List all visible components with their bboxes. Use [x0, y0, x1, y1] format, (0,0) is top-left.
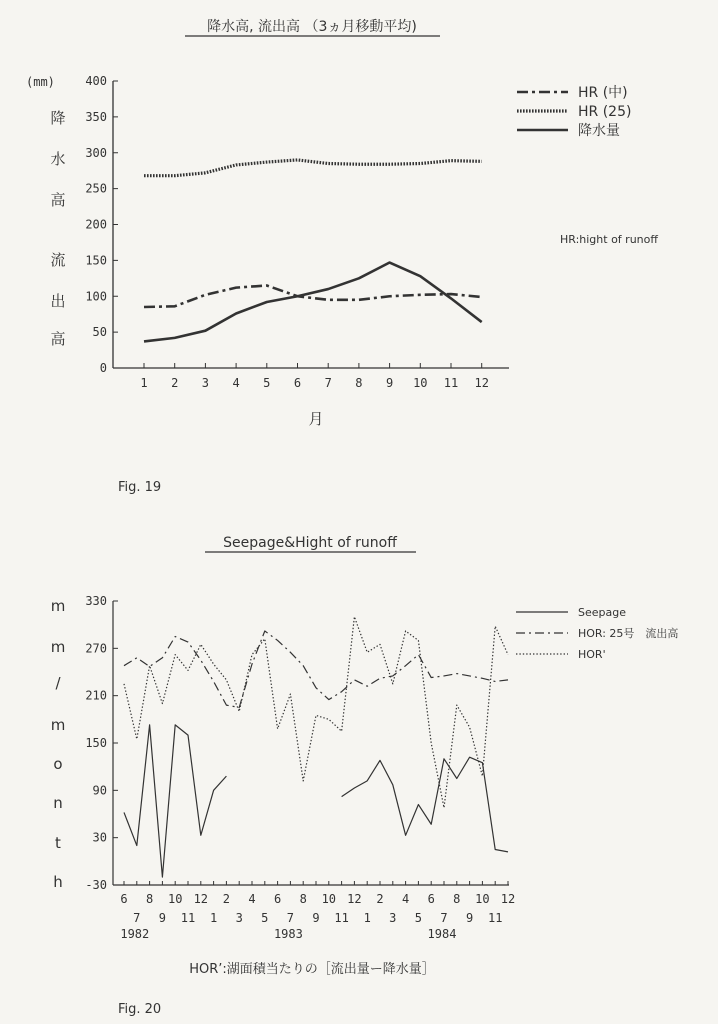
chart2-xtick-label: 11 — [334, 911, 349, 925]
chart2-ytick-label: 30 — [92, 830, 107, 845]
chart1-ytick-label: 350 — [85, 109, 107, 124]
chart2-ytick-label: 210 — [85, 688, 107, 703]
chart2-xtick-label: 1 — [209, 911, 218, 925]
chart1-ytick-label: 50 — [92, 325, 107, 340]
chart2-xtick-label: 3 — [389, 911, 397, 925]
chart1-ytick-label: 150 — [85, 253, 107, 268]
chart1-xtick-label: 5 — [263, 376, 271, 390]
chart2-xtick-label: 7 — [133, 911, 141, 925]
chart2-year-label: 1983 — [273, 927, 303, 941]
chart2-year-label: 1982 — [120, 927, 150, 941]
chart2-ytick-label: 90 — [92, 783, 107, 798]
chart1-ytick-label: 250 — [85, 181, 107, 196]
chart2-xtick-label: 8 — [145, 892, 154, 906]
chart2-xtick-label: 8 — [299, 892, 307, 906]
chart1-ylabel-unit: (mm) — [26, 75, 55, 89]
chart2-xtick-label: 7 — [286, 911, 295, 925]
chart2-legend-label: Seepage — [578, 606, 626, 619]
chart2-xtick-label: 10 — [475, 892, 490, 906]
chart1-xtick-label: 6 — [293, 376, 302, 390]
chart1-caption: Fig. 19 — [118, 480, 162, 495]
chart2-ylabel-char: t — [55, 834, 61, 852]
chart1-xlabel: 月 — [308, 410, 324, 428]
chart2-xtick-label: 5 — [261, 911, 269, 925]
chart1-xtick-label: 12 — [474, 376, 489, 390]
chart1-plot — [85, 74, 509, 390]
chart1-xtick-label: 11 — [443, 376, 459, 390]
chart1-ytick-label: 300 — [85, 145, 107, 160]
chart2-xtick-label: 12 — [193, 892, 209, 906]
chart2-xtick-label: 5 — [414, 911, 423, 925]
chart1-xtick-label: 7 — [324, 376, 332, 390]
chart2-series-2 — [124, 617, 508, 808]
chart2-ytick-label: -30 — [85, 878, 107, 892]
chart1-title: 降水高, 流出高 （3ヵ月移動平均) — [207, 19, 417, 35]
chart2-title: Seepage&Hight of runoff — [223, 535, 397, 551]
chart1-series-1 — [144, 160, 482, 176]
chart2-xtick-label: 2 — [376, 892, 384, 906]
chart2-xtick-label: 10 — [167, 892, 183, 906]
chart1-ylabel-char: 出 — [50, 292, 66, 310]
chart2-xtick-label: 9 — [158, 911, 167, 925]
chart2-series-1 — [124, 631, 508, 708]
chart2-legend-label: HOR' — [578, 648, 606, 661]
chart1-ytick-label: 100 — [85, 289, 107, 304]
chart2-caption: Fig. 20 — [118, 1002, 162, 1017]
chart1-ylabel — [50, 109, 65, 348]
chart2-xtick-label: 9 — [312, 911, 320, 925]
chart1-legend-label: HR (中) — [578, 85, 628, 101]
chart2-xtick-label: 4 — [401, 892, 410, 906]
chart1-ylabel-char: 水 — [50, 150, 66, 168]
chart2-xtick-label: 6 — [120, 892, 128, 906]
chart2-ylabel-char: m — [50, 638, 66, 656]
chart2-ylabel-char: m — [50, 716, 66, 734]
chart2-ytick-label: 150 — [85, 736, 107, 750]
chart1-xtick-label: 8 — [355, 376, 363, 390]
chart2-xtick-label: 12 — [347, 892, 362, 906]
chart2-ylabel-char: h — [53, 873, 63, 891]
chart2-xtick-label: 6 — [427, 892, 435, 906]
chart1-xtick-label: 1 — [140, 376, 148, 390]
chart1-ylabel-char: 降 — [50, 109, 66, 127]
chart2-ylabel-char: m — [50, 597, 66, 615]
chart2-bottom-label: HOR’:湖面積当たりの［流出量ー降水量］ — [189, 962, 435, 977]
chart1-xtick-label: 2 — [171, 376, 179, 390]
chart1-legend-label: 降水量 — [578, 123, 620, 139]
chart1-legend — [517, 84, 631, 139]
chart1-ylabel-char: 高 — [50, 330, 66, 348]
chart1-ytick-label: 400 — [85, 74, 107, 88]
chart1-xtick-label: 3 — [201, 376, 210, 390]
chart2-plot — [85, 594, 515, 941]
chart2-xtick-label: 7 — [440, 911, 448, 925]
chart1-xtick-label: 10 — [413, 376, 428, 390]
chart2-xtick-label: 10 — [321, 892, 337, 906]
chart1-ytick-label: 200 — [85, 217, 107, 232]
chart2-ylabel-char: o — [53, 755, 63, 773]
chart2-xtick-label: 11 — [180, 911, 196, 925]
chart2-xtick-label: 9 — [465, 911, 474, 925]
chart2-xtick-label: 11 — [487, 911, 503, 925]
chart2-legend-label: HOR: 25号 流出高 — [578, 627, 679, 640]
chart1-ylabel-char: 流 — [50, 251, 66, 269]
chart2-ylabel-char: n — [53, 794, 63, 812]
chart2-xtick-label: 8 — [453, 892, 461, 906]
chart1-annotation: HR:hight of runoff — [560, 233, 658, 246]
chart2-ytick-label: 270 — [85, 641, 107, 656]
chart2-ytick-label: 330 — [85, 594, 107, 608]
chart2-xtick-label: 4 — [248, 892, 256, 906]
chart2-ylabel-char: / — [55, 674, 61, 692]
chart2-ylabel — [51, 597, 66, 891]
chart1-series-0 — [144, 285, 482, 307]
chart2-legend — [516, 606, 678, 661]
chart2-xtick-label: 2 — [222, 892, 231, 906]
chart2-year-label: 1984 — [427, 927, 457, 941]
chart1-series-2 — [144, 263, 482, 342]
chart1-legend-label: HR (25) — [578, 104, 632, 120]
chart2-series-0-seg-0 — [124, 725, 226, 877]
chart2-xtick-label: 1 — [363, 911, 371, 925]
chart2-xtick-label: 12 — [500, 892, 516, 906]
chart1-ytick-label: 0 — [99, 361, 107, 375]
chart2-xtick-label: 3 — [235, 911, 243, 925]
chart1-xtick-label: 9 — [385, 376, 394, 390]
chart1-ylabel-char: 高 — [50, 191, 66, 209]
chart1-xtick-label: 4 — [232, 376, 240, 390]
chart2-xtick-label: 6 — [273, 892, 282, 906]
